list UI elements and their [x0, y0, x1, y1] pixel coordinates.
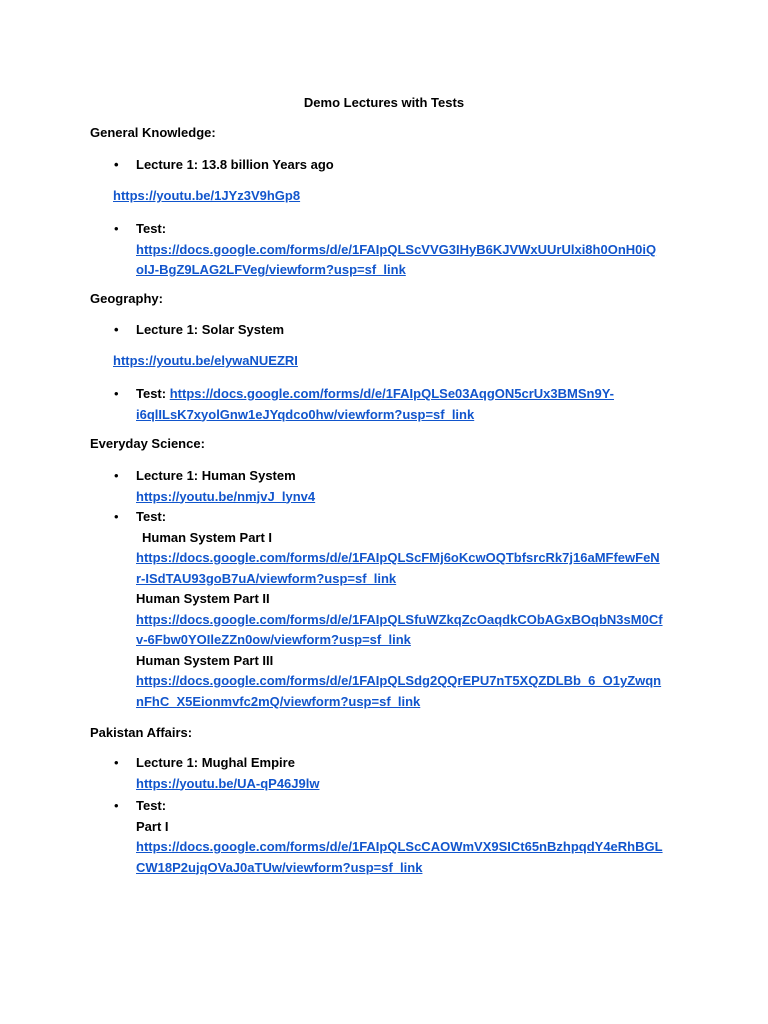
- gk-test-label: Test:: [136, 221, 167, 236]
- es-part2-link-line2[interactable]: v-6Fbw0YOIleZZn0ow/viewform?usp=sf_link: [136, 632, 411, 647]
- pa-part1-link-line1[interactable]: https://docs.google.com/forms/d/e/1FAIpQLScCAOWmVX9SICt65nBzhpqdY4eRhBGL: [136, 839, 663, 854]
- geo-test-link-line1[interactable]: https://docs.google.com/forms/d/e/1FAIpQLSe03AqgON5crUx3BMSn9Y-: [169, 386, 614, 401]
- es-part1-link-line1[interactable]: https://docs.google.com/forms/d/e/1FAIpQLScFMj6oKcwOQTbfsrcRk7j16aMFfewFeN: [136, 550, 660, 565]
- pa-lecture-link[interactable]: https://youtu.be/UA-qP46J9lw: [136, 775, 320, 791]
- pa-part1-label: Part I: [136, 818, 169, 834]
- geo-lecture-label: Lecture 1: Solar System: [136, 322, 285, 337]
- es-lecture-label: Lecture 1: Human System: [136, 468, 296, 483]
- section-heading-geography: Geography:: [90, 291, 163, 306]
- section-heading-everyday-science: Everyday Science:: [90, 436, 205, 451]
- es-part3-label: Human System Part III: [136, 652, 274, 668]
- bullet-item-es-test: [114, 507, 696, 712]
- bullet-icon: •: [114, 798, 119, 813]
- gk-lecture-link[interactable]: https://youtu.be/1JYz3V9hGp8: [113, 188, 301, 203]
- bullet-item-pa-test: [114, 796, 696, 878]
- es-part2-link-line1[interactable]: https://docs.google.com/forms/d/e/1FAIpQLSfuWZkqZcOaqdkCObAGxBOqbN3sM0Cf: [136, 611, 663, 627]
- gk-test-link-line1[interactable]: https://docs.google.com/forms/d/e/1FAIpQLScVVG3IHyB6KJVWxUUrUlxi8h0OnH0iQ: [136, 241, 657, 257]
- pa-test-label: Test:: [136, 798, 167, 813]
- bullet-item-gk-lecture: [114, 155, 696, 176]
- es-lecture-link[interactable]: https://youtu.be/nmjvJ_lynv4: [136, 488, 316, 504]
- es-part3-link-line1[interactable]: https://docs.google.com/forms/d/e/1FAIpQLSdg2QQrEPU7nT5XQZDLBb_6_O1yZwqn: [136, 673, 662, 688]
- bullet-icon: •: [114, 221, 119, 236]
- gk-lecture-link-wrap: [113, 188, 300, 204]
- es-test-label: Test:: [136, 509, 167, 524]
- es-part3-link-line2[interactable]: nFhC_X5Eionmvfc2mQ/viewform?usp=sf_link: [136, 693, 421, 709]
- geo-lecture-link-wrap: [113, 353, 298, 369]
- bullet-icon: •: [114, 509, 119, 524]
- bullet-icon: •: [114, 468, 119, 483]
- es-part1-label: Human System Part I: [142, 529, 273, 545]
- bullet-item-geo-lecture: [114, 320, 696, 341]
- geo-test-label: Test:: [136, 386, 167, 401]
- bullet-icon: •: [114, 322, 119, 337]
- bullet-item-gk-test: [114, 219, 696, 281]
- es-part1-link-line2[interactable]: r-ISdTAU93goB7uA/viewform?usp=sf_link: [136, 570, 397, 586]
- bullet-item-es-lecture: [114, 466, 696, 507]
- bullet-item-geo-test: [114, 384, 696, 425]
- bullet-icon: •: [114, 755, 119, 770]
- section-heading-general-knowledge: General Knowledge:: [90, 125, 216, 140]
- gk-test-link-line2[interactable]: oIJ-BgZ9LAG2LFVeg/viewform?usp=sf_link: [136, 262, 406, 277]
- pa-part1-link-line2[interactable]: CW18P2ujqOVaJ0aTUw/viewform?usp=sf_link: [136, 859, 423, 875]
- section-heading-pakistan-affairs: Pakistan Affairs:: [90, 725, 193, 740]
- bullet-icon: •: [114, 386, 119, 401]
- es-part2-label: Human System Part II: [136, 591, 270, 606]
- bullet-item-pa-lecture: [114, 753, 696, 794]
- bullet-icon: •: [114, 157, 119, 172]
- pa-lecture-label: Lecture 1: Mughal Empire: [136, 755, 295, 770]
- gk-lecture-label: Lecture 1: 13.8 billion Years ago: [136, 157, 334, 172]
- document-title: Demo Lectures with Tests: [303, 95, 465, 110]
- geo-lecture-link[interactable]: https://youtu.be/elywaNUEZRI: [113, 353, 298, 368]
- geo-test-link-line2[interactable]: i6qlILsK7xyolGnw1eJYqdco0hw/viewform?usp=sf_link: [136, 406, 475, 422]
